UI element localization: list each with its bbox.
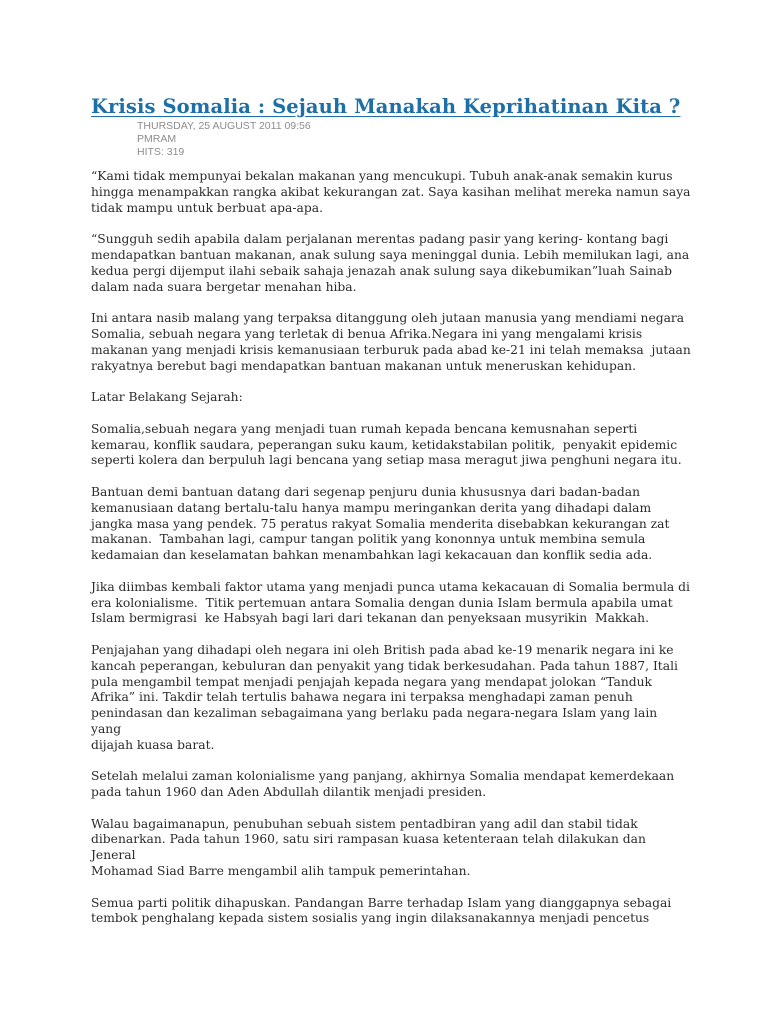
paragraph-5: Bantuan demi bantuan datang dari segenap penjuru dunia khususnya dari badan-badan kemanusiaan datang bertalu-talu hanya mampu meringankan derita yang dihadapi dalam jangka masa yang pendek. 75 peratus rakyat Somalia menderita disebabkan kekurangan zat makanan. Tambahan lagi, campur tangan politik yang kononnya untuk membina semula kedamaian dan keselamatan bahkan menambahkan lagi kekacauan dan konflik sedia ada. (91, 484, 670, 563)
paragraph-4: Somalia,sebuah negara yang menjadi tuan rumah kepada bencana kemusnahan seperti kemarau, konflik saudara, peperangan suku kaum, ketidakstabilan politik, penyakit epidemic seperti kolera dan berpuluh lagi bencana yang setiap masa meragut jiwa penghuni negara itu. (91, 421, 682, 468)
section-heading: Latar Belakang Sejarah: (91, 390, 243, 405)
article-hits: HITS: 319 (137, 146, 185, 158)
paragraph-1: “Kami tidak mempunyai bekalan makanan yang mencukupi. Tubuh anak-anak semakin kurus hingga menampakkan rangka akibat kekurangan zat. Saya kasihan melihat mereka namun saya tidak mampu untuk berbuat apa-apa. (91, 169, 691, 215)
paragraph-2: “Sungguh sedih apabila dalam perjalanan merentas padang pasir yang kering- kontang bagi mendapatkan bantuan makanan, anak sulung saya meninggal dunia. Lebih memilukan lagi, ana kedua pergi dijemput ilahi sebaik sahaja jenazah anak sulung saya dikebumikan”luah Sainab dalam nada suara bergetar menahan hiba. (91, 232, 690, 294)
article-meta (137, 120, 311, 159)
paragraph-6: Jika diimbas kembali faktor utama yang menjadi punca utama kekacauan di Somalia bermula di era kolonialisme. Titik pertemuan antara Somalia dengan dunia Islam bermula apabila umat Islam bermigrasi ke Habsyah bagi lari dari tekanan dan penyeksaan musyrikin Makkah. (91, 579, 690, 626)
paragraph-8: Setelah melalui zaman kolonialisme yang panjang, akhirnya Somalia mendapat kemerdekaan pada tahun 1960 dan Aden Abdullah dilantik menjadi presiden. (91, 769, 675, 800)
paragraph-10: Semua parti politik dihapuskan. Pandangan Barre terhadap Islam yang dianggapnya sebagai tembok penghalang kepada sistem sosialis yang ingin dilaksanakannya menjadi pencetus (91, 895, 672, 926)
article-author: PMRAM (137, 133, 177, 145)
paragraph-3: Ini antara nasib malang yang terpaksa ditanggung oleh jutaan manusia yang mendiami negara Somalia, sebuah negara yang terletak di benua Afrika.Negara ini yang mengalami krisis makanan yang menjadi krisis kemanusiaan terburuk pada abad ke-21 ini telah memaksa jutaan rakyatnya berebut bagi mendapatkan bantuan makanan untuk meneruskan kehidupan. (91, 311, 691, 373)
paragraph-9: Walau bagaimanapun, penubuhan sebuah sistem pentadbiran yang adil dan stabil tidak dibenarkan. Pada tahun 1960, satu siri rampasan kuasa ketenteraan telah dilakukan dan Jeneral Mohamad Siad Barre mengambil alih tampuk pemerintahan. (91, 816, 646, 879)
paragraph-7: Penjajahan yang dihadapi oleh negara ini oleh British pada abad ke-19 menarik negara ini ke kancah peperangan, kebuluran dan penyakit yang tidak berkesudahan. Pada tahun 1887, Itali pula mengambil tempat menjadi penjajah kepada negara yang mendapat jolokan “Tanduk Afrika” ini. Takdir telah tertulis bahawa negara ini terpaksa menghadapi zaman penuh penindasan dan kezaliman sebagaimana yang berlaku pada negara-negara Islam yang lain yang dijajah kuasa barat. (91, 642, 678, 752)
article-title[interactable]: Krisis Somalia : Sejauh Manakah Keprihatinan Kita ? (91, 95, 681, 118)
article-date: THURSDAY, 25 AUGUST 2011 09:56 (137, 120, 311, 132)
article-body (91, 169, 691, 943)
